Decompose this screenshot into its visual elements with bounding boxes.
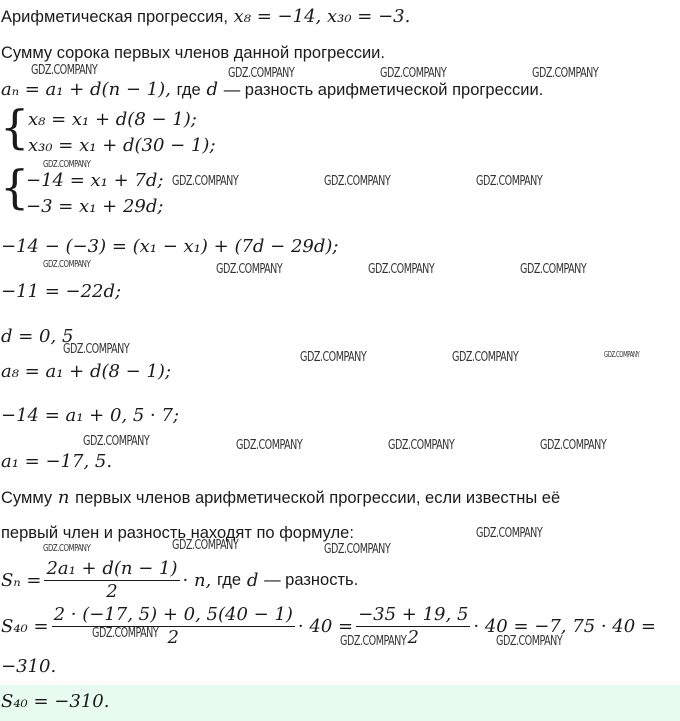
watermark: GDZ.COMPANY	[216, 262, 283, 277]
sum-text-part2: первых членов арифметической прогрессии, если известны её	[75, 489, 561, 507]
sn-where: где	[217, 571, 242, 589]
system2-line2: −3 = x₁ + 29d;	[26, 196, 164, 217]
watermark: GDZ.COMPANY	[236, 438, 303, 453]
sum-text-part1: Сумму	[1, 489, 53, 507]
answer-text: S₄₀ = −310.	[1, 691, 110, 712]
s40-denominator1: 2	[167, 627, 179, 648]
watermark: GDZ.COMPANY	[31, 63, 98, 78]
watermark: GDZ.COMPANY	[388, 438, 455, 453]
watermark: GDZ.COMPANY	[604, 350, 640, 359]
sum-text-line1	[1, 487, 560, 508]
given-line	[1, 6, 410, 27]
watermark: GDZ.COMPANY	[92, 626, 159, 641]
watermark: GDZ.COMPANY	[380, 66, 447, 81]
watermark: GDZ.COMPANY	[63, 342, 130, 357]
watermark: GDZ.COMPANY	[520, 262, 587, 277]
s40-tail: · 40 = −7, 75 · 40 =	[473, 616, 657, 637]
formula-an-math: aₙ = a₁ + d(n − 1),	[1, 79, 171, 100]
sn-var: d	[246, 570, 259, 591]
watermark: GDZ.COMPANY	[368, 262, 435, 277]
formula-an-tail: — разность арифметической прогрессии.	[223, 81, 544, 99]
sum-text-var: n	[57, 487, 70, 508]
answer-box	[0, 685, 680, 721]
watermark: GDZ.COMPANY	[228, 66, 295, 81]
system2-line1: −14 = x₁ + 7d;	[26, 170, 164, 191]
a1-sub-line: −14 = a₁ + 0, 5 · 7;	[1, 405, 180, 426]
watermark: GDZ.COMPANY	[83, 434, 150, 449]
watermark: GDZ.COMPANY	[43, 543, 91, 554]
formula-an-var: d	[206, 79, 218, 100]
given-math: x₈ = −14, x₃₀ = −3.	[233, 6, 411, 27]
sn-numerator: 2a₁ + d(n − 1)	[46, 558, 178, 579]
d-value-line: d = 0, 5	[1, 326, 74, 347]
watermark: GDZ.COMPANY	[496, 634, 563, 649]
subtract-line: −14 − (−3) = (x₁ − x₁) + (7d − 29d);	[1, 236, 339, 257]
sn-denominator: 2	[106, 581, 118, 602]
eq-neg11-line: −11 = −22d;	[1, 281, 122, 302]
watermark: GDZ.COMPANY	[324, 542, 391, 557]
watermark: GDZ.COMPANY	[172, 538, 239, 553]
system1-line1: x₈ = x₁ + d(8 − 1);	[28, 109, 197, 130]
a8-line: a₈ = a₁ + d(8 − 1);	[1, 361, 172, 382]
watermark: GDZ.COMPANY	[532, 66, 599, 81]
watermark: GDZ.COMPANY	[476, 174, 543, 189]
s40-result-line: −310.	[1, 656, 57, 677]
watermark: GDZ.COMPANY	[452, 350, 519, 365]
s40-numerator1: 2 · (−17, 5) + 0, 5(40 − 1)	[53, 604, 293, 625]
sn-tail: · n,	[182, 570, 212, 591]
s40-mid: · 40 =	[297, 616, 354, 637]
watermark: GDZ.COMPANY	[540, 438, 607, 453]
watermark: GDZ.COMPANY	[300, 350, 367, 365]
formula-an-line	[1, 79, 543, 100]
s40-numerator2: −35 + 19, 5	[358, 604, 469, 625]
sn-formula-line	[1, 558, 358, 603]
sn-fraction	[44, 558, 179, 603]
system1-brace: {	[0, 100, 30, 154]
watermark: GDZ.COMPANY	[43, 159, 91, 170]
sum-text-line2: первый член и разность находят по формуле:	[1, 524, 354, 542]
given-label: Арифметическая прогрессия,	[1, 8, 228, 26]
sn-where-tail: — разность.	[264, 571, 359, 589]
s40-denominator2: 2	[407, 627, 419, 648]
system1-line2: x₃₀ = x₁ + d(30 − 1);	[28, 135, 216, 156]
sn-lhs: Sₙ =	[1, 570, 42, 591]
s40-lhs: S₄₀ =	[1, 616, 49, 637]
watermark: GDZ.COMPANY	[340, 634, 407, 649]
formula-an-where: где	[176, 81, 201, 99]
watermark: GDZ.COMPANY	[172, 174, 239, 189]
watermark: GDZ.COMPANY	[324, 174, 391, 189]
s40-fraction1	[52, 604, 295, 649]
system2-brace: {	[0, 160, 30, 214]
task-text: Сумму сорока первых членов данной прогрессии.	[1, 44, 385, 62]
a1-value-line: a₁ = −17, 5.	[1, 451, 113, 472]
watermark: GDZ.COMPANY	[476, 526, 543, 541]
watermark: GDZ.COMPANY	[43, 259, 91, 270]
